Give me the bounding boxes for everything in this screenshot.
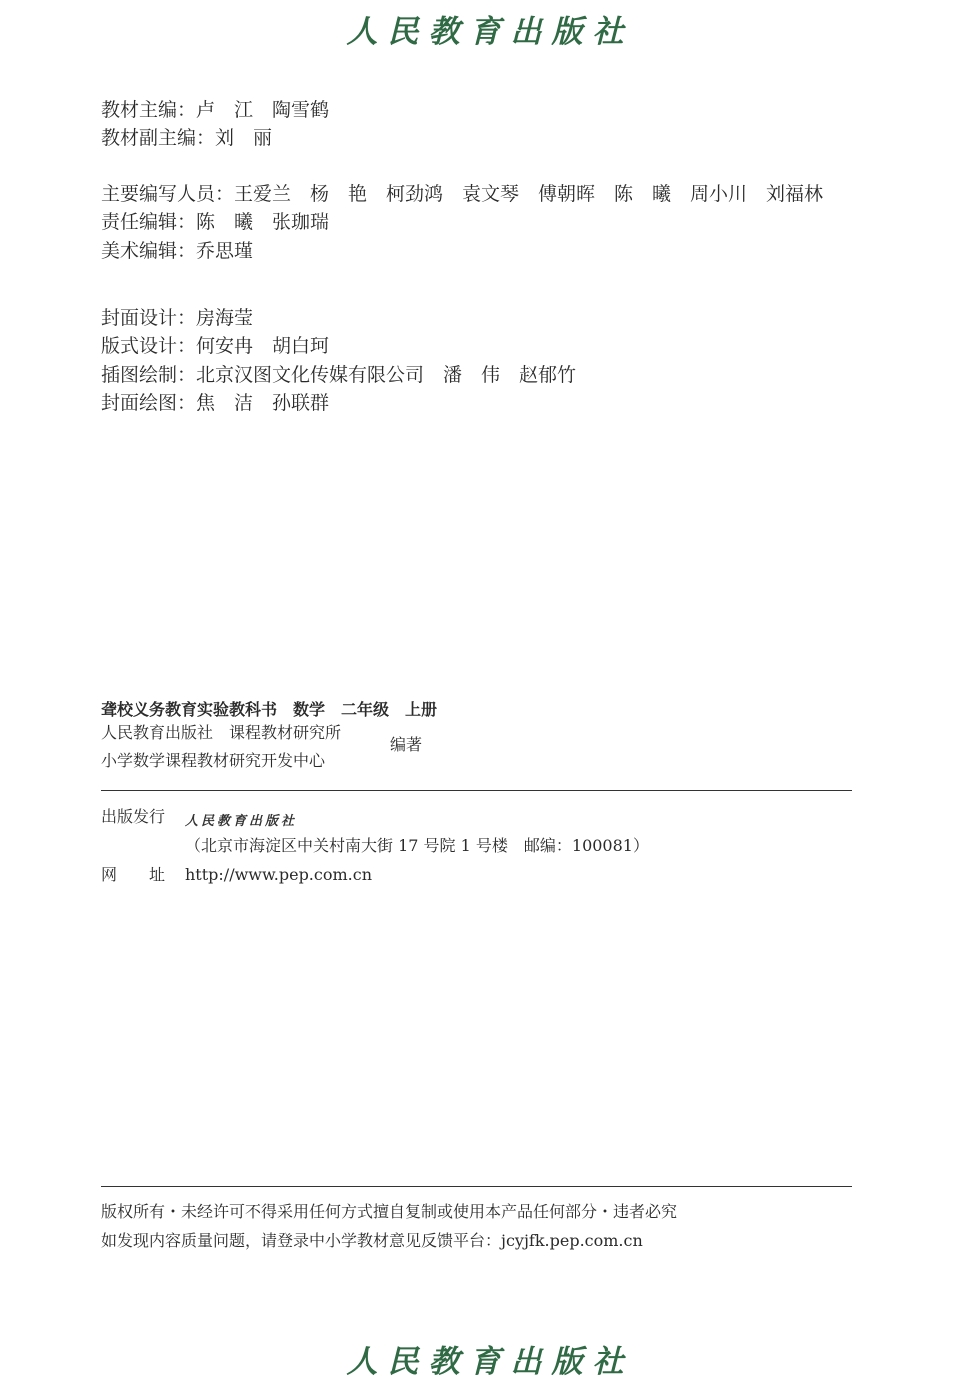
publisher-mini-logo: 人民教育出版社 (185, 814, 298, 829)
deputy-editor-line: 教材副主编：刘 丽 (101, 127, 273, 149)
compiled-label: 编著 (390, 735, 423, 754)
publisher-logo-bottom: 人民教育出版社 (346, 1344, 634, 1380)
website-link[interactable]: http://www.pep.com.cn (185, 865, 373, 884)
cover-design-line: 封面设计：房海莹 (101, 307, 254, 329)
cover-drawing-line: 封面绘图：焦 洁 孙联群 (101, 392, 330, 414)
compiler-line-1: 人民教育出版社 课程教材研究所 (101, 723, 342, 742)
art-editor-line: 美术编辑：乔思瑾 (101, 240, 254, 262)
publish-label: 出版发行 (101, 807, 166, 826)
feedback-notice: 如发现内容质量问题，请登录中小学教材意见反馈平台：jcyjfk.pep.com.cn (101, 1231, 643, 1250)
divider-upper (101, 790, 852, 791)
publisher-logo-top: 人民教育出版社 (346, 14, 634, 50)
compiler-line-2: 小学数学课程教材研究开发中心 (101, 751, 326, 770)
main-writers-line: 主要编写人员：王爱兰 杨 艳 柯劲鸿 袁文琴 傅朝晖 陈 曦 周小川 刘福林 (101, 183, 824, 205)
website-label: 网 址 (101, 865, 166, 884)
layout-design-line: 版式设计：何安冉 胡白珂 (101, 335, 330, 357)
chief-editor-line: 教材主编：卢 江 陶雪鹤 (101, 99, 330, 121)
publisher-address: （北京市海淀区中关村南大街 17 号院 1 号楼 邮编：100081） (185, 836, 649, 855)
divider-lower (101, 1186, 852, 1187)
responsible-editors-line: 责任编辑：陈 曦 张珈瑞 (101, 211, 330, 233)
illustration-line: 插图绘制：北京汉图文化传媒有限公司 潘 伟 赵郁竹 (101, 364, 577, 386)
book-title: 聋校义务教育实验教科书 数学 二年级 上册 (101, 700, 438, 719)
copyright-notice: 版权所有・未经许可不得采用任何方式擅自复制或使用本产品任何部分・违者必究 (101, 1202, 678, 1221)
